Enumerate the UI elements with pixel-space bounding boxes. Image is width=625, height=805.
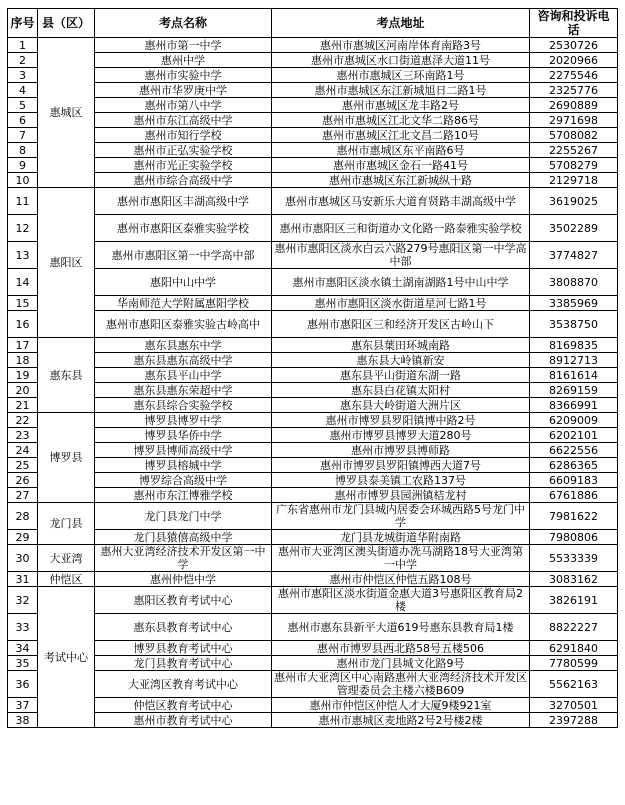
school-name: 惠州市东江高级中学 — [95, 113, 272, 128]
row-no: 3 — [8, 68, 38, 83]
school-name: 惠州市正弘实验学校 — [95, 143, 272, 158]
district-cell: 考试中心 — [38, 587, 95, 728]
school-address: 惠州市惠城区东江新城纵十路 — [272, 173, 530, 188]
phone-number: 3385969 — [530, 296, 618, 311]
phone-number: 8822227 — [530, 614, 618, 641]
school-address: 惠东县大岭街道大洲片区 — [272, 398, 530, 413]
school-name: 惠州市实验中学 — [95, 68, 272, 83]
school-address: 惠州市博罗县园洲镇桔龙村 — [272, 488, 530, 503]
school-address: 惠州市惠城区龙丰路2号 — [272, 98, 530, 113]
row-no: 15 — [8, 296, 38, 311]
row-no: 34 — [8, 641, 38, 656]
phone-number: 5562163 — [530, 671, 618, 698]
table-row — [8, 215, 618, 242]
school-name: 惠州市东江博雅学校 — [95, 488, 272, 503]
row-no: 17 — [8, 338, 38, 353]
school-address: 博罗县泰美镇工农路137号 — [272, 473, 530, 488]
school-address: 惠州市博罗县博罗大道280号 — [272, 428, 530, 443]
school-address: 广东省惠州市龙门县城内居委会环城西路5号龙门中学 — [272, 503, 530, 530]
header-phone: 咨询和投诉电话 — [530, 9, 618, 38]
phone-number: 2530726 — [530, 38, 618, 53]
district-cell: 惠城区 — [38, 38, 95, 188]
row-no: 4 — [8, 83, 38, 98]
table-row — [8, 173, 618, 188]
table-row — [8, 641, 618, 656]
row-no: 21 — [8, 398, 38, 413]
table-row — [8, 698, 618, 713]
school-name: 惠州市惠阳区泰雅实验学校 — [95, 215, 272, 242]
table-row — [8, 488, 618, 503]
school-name: 华南师范大学附属惠阳学校 — [95, 296, 272, 311]
table-row — [8, 443, 618, 458]
school-name: 大亚湾区教育考试中心 — [95, 671, 272, 698]
row-no: 33 — [8, 614, 38, 641]
school-name: 惠东县综合实验学校 — [95, 398, 272, 413]
table-row — [8, 383, 618, 398]
phone-number: 2275546 — [530, 68, 618, 83]
table-row — [8, 587, 618, 614]
school-address: 惠州市惠城区马安新乐大道育贤路丰湖高级中学 — [272, 188, 530, 215]
school-address: 惠州市惠城区水口街道惠泽大道11号 — [272, 53, 530, 68]
row-no: 37 — [8, 698, 38, 713]
school-name: 博罗县榕城中学 — [95, 458, 272, 473]
school-address: 惠州市惠城区河南岸体育南路3号 — [272, 38, 530, 53]
school-name: 惠州仲恺中学 — [95, 572, 272, 587]
phone-number: 5708082 — [530, 128, 618, 143]
header-row — [8, 9, 618, 38]
phone-number: 8366991 — [530, 398, 618, 413]
row-no: 35 — [8, 656, 38, 671]
table-row — [8, 473, 618, 488]
school-name: 惠州市华罗庚中学 — [95, 83, 272, 98]
table-row — [8, 53, 618, 68]
phone-number: 2020966 — [530, 53, 618, 68]
school-name: 惠州大亚湾经济技术开发区第一中学 — [95, 545, 272, 572]
phone-number: 3826191 — [530, 587, 618, 614]
table-row — [8, 143, 618, 158]
header-county: 县（区） — [38, 9, 95, 38]
table-row — [8, 428, 618, 443]
school-address: 龙门县龙城街道华附南路 — [272, 530, 530, 545]
table-row — [8, 296, 618, 311]
phone-number: 3083162 — [530, 572, 618, 587]
school-address: 惠州市惠城区东平南路6号 — [272, 143, 530, 158]
phone-number: 6286365 — [530, 458, 618, 473]
row-no: 36 — [8, 671, 38, 698]
row-no: 14 — [8, 269, 38, 296]
row-no: 7 — [8, 128, 38, 143]
school-address: 惠州市惠东县新平大道619号惠东县教育局1楼 — [272, 614, 530, 641]
row-no: 28 — [8, 503, 38, 530]
table-row — [8, 128, 618, 143]
school-address: 惠东县葉田环城南路 — [272, 338, 530, 353]
row-no: 23 — [8, 428, 38, 443]
school-name: 惠州市综合高级中学 — [95, 173, 272, 188]
phone-number: 6291840 — [530, 641, 618, 656]
row-no: 26 — [8, 473, 38, 488]
school-address: 惠州市大亚湾区中心南路惠州大亚湾经济技术开发区管理委员会主楼六楼B609 — [272, 671, 530, 698]
table-row — [8, 353, 618, 368]
row-no: 11 — [8, 188, 38, 215]
district-cell: 仲恺区 — [38, 572, 95, 587]
table-row — [8, 530, 618, 545]
school-name: 龙门县龙门中学 — [95, 503, 272, 530]
row-no: 19 — [8, 368, 38, 383]
phone-number: 3538750 — [530, 311, 618, 338]
phone-number: 8161614 — [530, 368, 618, 383]
school-address: 惠东县大岭镇新安 — [272, 353, 530, 368]
header-school: 考点名称 — [95, 9, 272, 38]
table-row — [8, 368, 618, 383]
phone-number: 2690889 — [530, 98, 618, 113]
school-address: 惠州市惠阳区淡水街道金惠大道3号惠阳区教育局2楼 — [272, 587, 530, 614]
phone-number: 3619025 — [530, 188, 618, 215]
header-no: 序号 — [8, 9, 38, 38]
school-name: 惠州市惠阳区第一中学高中部 — [95, 242, 272, 269]
phone-number: 5533339 — [530, 545, 618, 572]
phone-number: 3808870 — [530, 269, 618, 296]
row-no: 30 — [8, 545, 38, 572]
phone-number: 7980806 — [530, 530, 618, 545]
phone-number: 2971698 — [530, 113, 618, 128]
school-address: 惠州市龙门县城文化路9号 — [272, 656, 530, 671]
school-name: 惠州市教育考试中心 — [95, 713, 272, 728]
district-cell: 龙门县 — [38, 503, 95, 545]
school-name: 仲恺区教育考试中心 — [95, 698, 272, 713]
phone-number: 7981622 — [530, 503, 618, 530]
school-address: 惠州市惠阳区淡水白云六路279号惠阳区第一中学高中部 — [272, 242, 530, 269]
row-no: 22 — [8, 413, 38, 428]
row-no: 9 — [8, 158, 38, 173]
school-name: 惠东县教育考试中心 — [95, 614, 272, 641]
phone-number: 2397288 — [530, 713, 618, 728]
phone-number: 6209009 — [530, 413, 618, 428]
table-row — [8, 503, 618, 530]
school-name: 惠州市第八中学 — [95, 98, 272, 113]
table-row — [8, 38, 618, 53]
row-no: 18 — [8, 353, 38, 368]
school-address: 惠州市大亚湾区澳头街道办冼马湖路18号大亚湾第一中学 — [272, 545, 530, 572]
school-name: 惠州市惠阳区丰湖高级中学 — [95, 188, 272, 215]
school-address: 惠州市惠阳区三和街道办文化路一路泰雅实验学校 — [272, 215, 530, 242]
school-address: 惠州市惠城区江北文昌二路10号 — [272, 128, 530, 143]
school-address: 惠州市仲恺区仲恺人才大厦9楼921室 — [272, 698, 530, 713]
school-address: 惠州市惠阳区三和经济开发区古岭山下 — [272, 311, 530, 338]
row-no: 38 — [8, 713, 38, 728]
row-no: 24 — [8, 443, 38, 458]
table-row — [8, 311, 618, 338]
table-row — [8, 242, 618, 269]
school-name: 惠州市第一中学 — [95, 38, 272, 53]
school-address: 惠州市博罗县博师路 — [272, 443, 530, 458]
school-name: 惠州中学 — [95, 53, 272, 68]
district-cell: 大亚湾 — [38, 545, 95, 572]
row-no: 8 — [8, 143, 38, 158]
school-name: 惠州市惠阳区泰雅实验古岭高中 — [95, 311, 272, 338]
table-row — [8, 614, 618, 641]
table-row — [8, 98, 618, 113]
school-name: 惠阳区教育考试中心 — [95, 587, 272, 614]
phone-number: 8912713 — [530, 353, 618, 368]
header-address: 考点地址 — [272, 9, 530, 38]
table-row — [8, 158, 618, 173]
school-name: 惠州市光正实验学校 — [95, 158, 272, 173]
row-no: 29 — [8, 530, 38, 545]
district-cell: 惠东县 — [38, 338, 95, 413]
row-no: 31 — [8, 572, 38, 587]
row-no: 6 — [8, 113, 38, 128]
phone-number: 8269159 — [530, 383, 618, 398]
table-row — [8, 68, 618, 83]
school-address: 惠州市仲恺区仲恺五路108号 — [272, 572, 530, 587]
school-name: 博罗县华侨中学 — [95, 428, 272, 443]
school-address: 惠州市惠城区麦地路2号2号楼2楼 — [272, 713, 530, 728]
school-name: 惠东县平山中学 — [95, 368, 272, 383]
school-address: 惠州市博罗县罗阳镇博西大道7号 — [272, 458, 530, 473]
phone-number: 6761886 — [530, 488, 618, 503]
table-row — [8, 572, 618, 587]
school-name: 龙门县猿僖高级中学 — [95, 530, 272, 545]
school-name: 惠东县惠东荣超中学 — [95, 383, 272, 398]
phone-number: 6609183 — [530, 473, 618, 488]
school-name: 惠东县惠东中学 — [95, 338, 272, 353]
table-row — [8, 188, 618, 215]
school-name: 龙门县教育考试中心 — [95, 656, 272, 671]
exam-site-table — [7, 8, 618, 728]
table-row — [8, 338, 618, 353]
phone-number: 8169835 — [530, 338, 618, 353]
row-no: 13 — [8, 242, 38, 269]
row-no: 32 — [8, 587, 38, 614]
school-name: 博罗县博罗中学 — [95, 413, 272, 428]
school-address: 惠州市惠城区三环南路1号 — [272, 68, 530, 83]
phone-number: 3774827 — [530, 242, 618, 269]
school-name: 博罗县博师高级中学 — [95, 443, 272, 458]
row-no: 1 — [8, 38, 38, 53]
row-no: 2 — [8, 53, 38, 68]
school-address: 惠州市博罗县罗阳镇博中路2号 — [272, 413, 530, 428]
school-address: 惠州市惠城区东江新城旭日二路1号 — [272, 83, 530, 98]
phone-number: 7780599 — [530, 656, 618, 671]
table-row — [8, 458, 618, 473]
school-name: 博罗综合高级中学 — [95, 473, 272, 488]
table-row — [8, 713, 618, 728]
phone-number: 2255267 — [530, 143, 618, 158]
table-row — [8, 113, 618, 128]
table-row — [8, 656, 618, 671]
school-name: 惠州市知行学校 — [95, 128, 272, 143]
phone-number: 5708279 — [530, 158, 618, 173]
school-address: 惠州市惠城区江北文华二路86号 — [272, 113, 530, 128]
school-name: 博罗县教育考试中心 — [95, 641, 272, 656]
school-address: 惠东县白花镇太阳村 — [272, 383, 530, 398]
table-row — [8, 398, 618, 413]
phone-number: 2129718 — [530, 173, 618, 188]
district-cell: 博罗县 — [38, 413, 95, 503]
row-no: 16 — [8, 311, 38, 338]
phone-number: 6622556 — [530, 443, 618, 458]
phone-number: 3270501 — [530, 698, 618, 713]
row-no: 20 — [8, 383, 38, 398]
phone-number: 3502289 — [530, 215, 618, 242]
table-row — [8, 545, 618, 572]
phone-number: 2325776 — [530, 83, 618, 98]
row-no: 12 — [8, 215, 38, 242]
school-name: 惠阳中山中学 — [95, 269, 272, 296]
school-address: 惠州市博罗县西北路58号五楼506 — [272, 641, 530, 656]
row-no: 5 — [8, 98, 38, 113]
row-no: 27 — [8, 488, 38, 503]
school-address: 惠州市惠阳区淡水镇土湖南湖路1号中山中学 — [272, 269, 530, 296]
school-name: 惠东县惠东高级中学 — [95, 353, 272, 368]
district-cell: 惠阳区 — [38, 188, 95, 338]
row-no: 10 — [8, 173, 38, 188]
school-address: 惠州市惠阳区淡水街道星河七路1号 — [272, 296, 530, 311]
school-address: 惠东县平山街道东湖一路 — [272, 368, 530, 383]
table-row — [8, 269, 618, 296]
table-row — [8, 413, 618, 428]
table-row — [8, 671, 618, 698]
school-address: 惠州市惠城区金石一路41号 — [272, 158, 530, 173]
row-no: 25 — [8, 458, 38, 473]
phone-number: 6202101 — [530, 428, 618, 443]
table-row — [8, 83, 618, 98]
